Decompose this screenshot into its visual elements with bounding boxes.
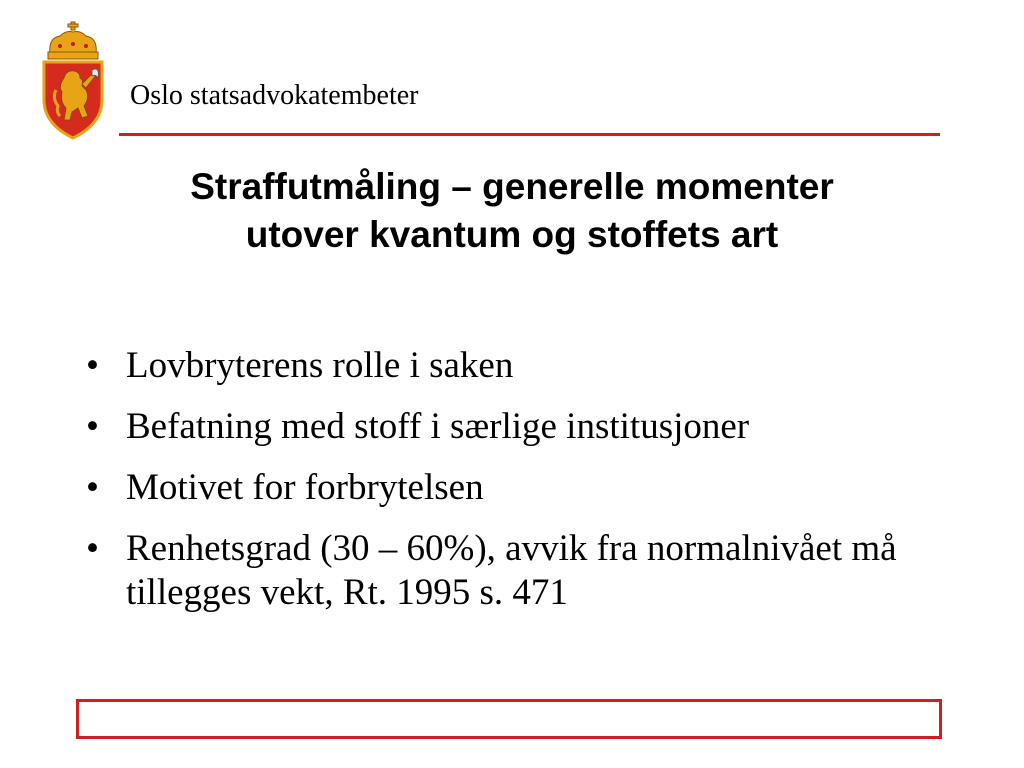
list-item [86,405,946,449]
title-line-2: utover kvantum og stoffets art [245,214,779,255]
bullet-text: Motivet for forbrytelsen [126,467,484,508]
bullet-text: Befatning med stoff i særlige institusjoner [126,406,750,447]
bullet-list [86,344,946,615]
bullet-icon: • [86,406,99,447]
list-item [86,527,946,615]
bullet-icon: • [86,467,99,508]
list-item [86,344,946,388]
footer-box [76,699,942,739]
bullet-text: Renhetsgrad (30 – 60%), avvik fra normalnivået må tillegges vekt, Rt. 1995 s. 471 [126,528,897,613]
bullet-icon: • [86,345,99,386]
header-divider [119,133,940,136]
organization-name: Oslo statsadvokatembeter [130,80,419,111]
slide-title [80,163,944,259]
bullet-icon: • [86,528,99,569]
coat-of-arms-logo [36,20,110,142]
list-item [86,466,946,510]
title-line-1: Straffutmåling – generelle momenter [190,166,834,207]
bullet-text: Lovbryterens rolle i saken [126,345,514,386]
